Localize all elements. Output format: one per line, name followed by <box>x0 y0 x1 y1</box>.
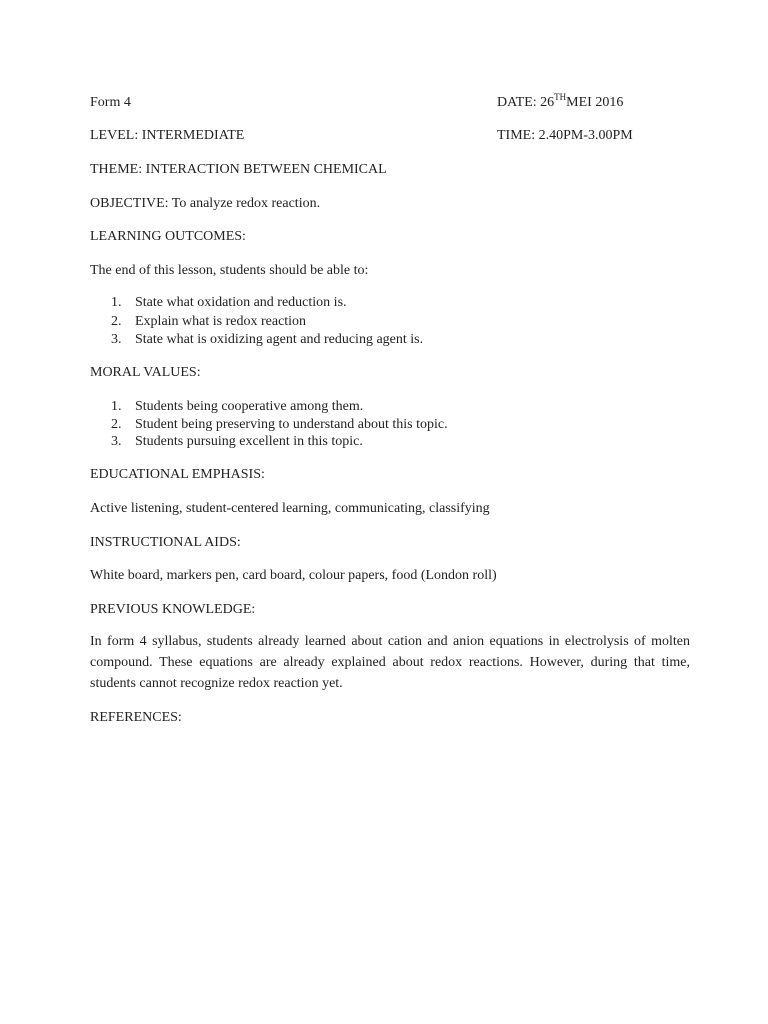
list-number: 1. <box>111 295 122 310</box>
learning-outcome-item <box>111 294 347 311</box>
list-text: Student being preserving to understand about this topic. <box>135 417 448 432</box>
references-heading: REFERENCES: <box>90 710 182 725</box>
list-text: Explain what is redox reaction <box>135 314 307 329</box>
date-suffix: MEI 2016 <box>566 95 624 110</box>
level-label: LEVEL: INTERMEDIATE <box>90 128 245 143</box>
previous-knowledge-heading: PREVIOUS KNOWLEDGE: <box>90 602 256 617</box>
list-number: 2. <box>111 417 122 432</box>
moral-value-item <box>111 416 448 433</box>
form-label: Form 4 <box>90 95 131 110</box>
moral-values-heading: MORAL VALUES: <box>90 365 201 380</box>
instructional-aids-text: White board, markers pen, card board, colour papers, food (London roll) <box>90 568 497 583</box>
list-number: 1. <box>111 399 122 414</box>
list-number: 3. <box>111 332 122 347</box>
date-superscript: TH <box>554 92 567 102</box>
educational-emphasis-text: Active listening, student-centered learning, communicating, classifying <box>90 501 490 516</box>
time-label: TIME: 2.40PM-3.00PM <box>497 128 633 143</box>
objective-label: OBJECTIVE: To analyze redox reaction. <box>90 196 321 211</box>
learning-outcome-item <box>111 331 423 348</box>
list-text: State what oxidation and reduction is. <box>135 295 347 310</box>
list-number: 3. <box>111 434 122 449</box>
list-text: State what is oxidizing agent and reducing agent is. <box>135 332 424 347</box>
learning-outcome-item <box>111 313 306 330</box>
learning-outcomes-heading: LEARNING OUTCOMES: <box>90 229 246 244</box>
instructional-aids-heading: INSTRUCTIONAL AIDS: <box>90 535 241 550</box>
date-label <box>497 94 623 111</box>
moral-value-item <box>111 398 363 415</box>
educational-emphasis-heading: EDUCATIONAL EMPHASIS: <box>90 467 265 482</box>
previous-knowledge-text: In form 4 syllabus, students already learned about cation and anion equations in electrolysis of molten compound. These equations are already explained about redox reactions. However, during that time, students cannot recognize redox reaction yet. <box>90 634 690 691</box>
learning-outcomes-intro: The end of this lesson, students should be able to: <box>90 263 369 278</box>
theme-label: THEME: INTERACTION BETWEEN CHEMICAL <box>90 162 387 177</box>
list-number: 2. <box>111 314 122 329</box>
list-text: Students pursuing excellent in this topic. <box>135 434 363 449</box>
moral-value-item <box>111 433 363 450</box>
list-text: Students being cooperative among them. <box>135 399 364 414</box>
date-prefix: DATE: 26 <box>497 95 555 110</box>
